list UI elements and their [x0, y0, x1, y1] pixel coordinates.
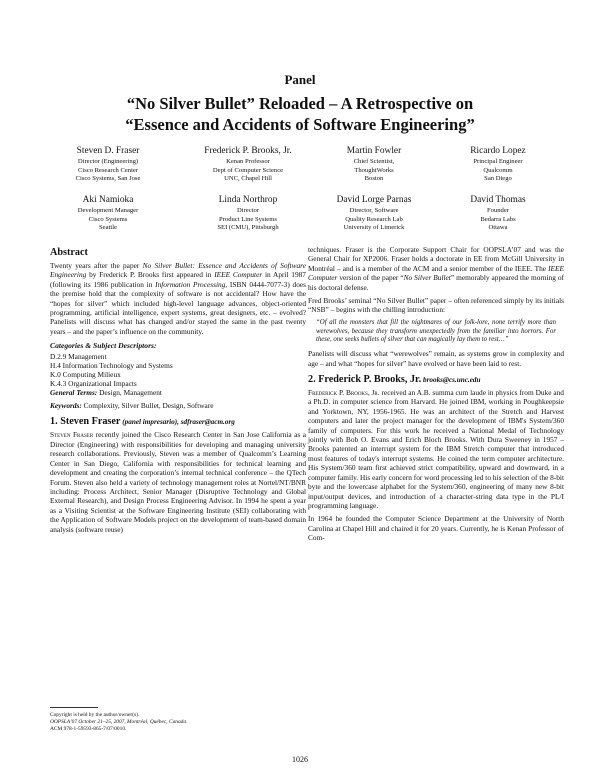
author-org: Cisco Research Center	[77, 166, 139, 174]
keywords-label: Keywords:	[50, 401, 82, 411]
abstract-paper-title: No Silver Bullet: Essence and Accidents of Software Engineering	[50, 261, 307, 280]
paragraph: In 1964 he founded the Computer Science Department at the University of North Carolina at Chapel Hill and chaired it for 20 years. Currently, he is Kenan Professor of Com-	[308, 514, 564, 543]
section-2-body	[308, 388, 564, 510]
author-role: Director	[237, 207, 259, 214]
section-2-email: brooks@cs.unc.edu	[421, 376, 481, 385]
author-role: Founder	[487, 207, 509, 214]
author-org: Dept of Computer Science	[212, 166, 284, 174]
author-role: Principal Engineer	[473, 158, 523, 165]
keywords	[50, 401, 306, 410]
author-role: Development Manager	[77, 207, 139, 214]
section-2-text: received an A.B. summa cum laude in physics from Duke and a Ph.D. in computer science from Harvard. He joined IBM, working in Poughkeepsie and Yorktown, NY, 1956-1965. He was an architect of the Stretch and Harvest computers and later the project manager for the development of IBM's System/360 family of computers. For this work he received a National Medal of Technology jointly with Bob O. Evans and Erich Bloch Brooks. With Dura Sweeney in 1957 – Brooks patented an interrupt system for the IBM Stretch computer that introduced most features of today's interrupt systems. He coined the term computer architecture. His System/360 team first achieved strict compatibility, upward and downward, in a computer family. His early concern for word processing led to his selection of the 8-bit byte and the lowercase alphabet for the System/360, engineering of many new 8-bit input/output devices, and introduction of a character-string data type in the PL/I programming language.	[308, 388, 564, 510]
author-org: Qualcomm	[483, 166, 513, 174]
title-line-2: “Essence and Accidents of Software Engineering”	[125, 115, 475, 134]
abstract-text: by Frederick P. Brooks first appeared in	[86, 270, 215, 280]
ccs-item: K.0 Computing Milieux	[50, 369, 121, 379]
author-name: David Thomas	[470, 195, 526, 205]
author-org: Bedarra Labs	[480, 215, 516, 223]
author-role: Kenan Professor	[226, 158, 270, 165]
copyright-notice	[50, 712, 300, 733]
author-location: Seattle	[99, 224, 117, 232]
author-name: Martin Fowler	[346, 146, 402, 156]
author-location: San Diego	[484, 175, 512, 183]
paragraph-text: ” memorably appeared the morning of his doctoral defense.	[308, 273, 564, 292]
general-terms	[50, 388, 306, 397]
author-org: Product Line Systems	[219, 215, 277, 223]
page-number: 1026	[292, 755, 308, 764]
keywords-value: Complexity, Silver Bullet, Design, Software	[81, 401, 214, 411]
block-quote: “Of all the monsters that fill the nightmares of our folk-lore, none terrify more than werewolves, because they transform unexpectedly from the familiar into horrors. For these, one seeks bullets of silver that can magically lay them to rest…”	[316, 318, 556, 344]
left-column	[50, 245, 306, 538]
author-block	[304, 146, 444, 184]
author-location: Cisco Systems, San Jose	[75, 175, 141, 183]
abstract-text: , ISBN 0444-7077-3) does the premise hold that the complexity of software is not accidental? How have the “hopes for silver” which included high-level language advances, object-oriented programming, artificial intelligence, expert systems, great designers, etc. – evolved? Panelists will discuss what has changed and/or stayed the same in the past twenty years – and the paper’s influence on the community.	[50, 279, 307, 336]
paragraph-text: techniques. Fraser is the Corporate Support Chair for OOPSLA’07 and was the General Chair for XP2006. Fraser holds a doctorate in EE from McGill University in Montréal – and is a member of the ACM and a senior member of the IEEE. The	[308, 245, 564, 273]
author-block	[428, 146, 568, 184]
author-block	[178, 146, 318, 184]
author-name: David Lorge Parnas	[336, 195, 412, 205]
journal-name: IEEE Computer	[308, 263, 564, 283]
right-column	[308, 245, 564, 547]
footnote-rule	[50, 707, 98, 708]
author-name: Ricardo Lopez	[470, 146, 526, 156]
section-1-annotation: (panel impresario), sdfraser@acm.org	[120, 418, 235, 427]
author-location: SEI (CMU), Pittsburgh	[217, 224, 279, 232]
section-1-lead: Steven Fraser	[50, 430, 94, 440]
ccs-heading: Categories & Subject Descriptors:	[50, 341, 157, 351]
author-location: Ottawa	[488, 224, 508, 232]
author-name: Linda Northrop	[218, 195, 278, 205]
author-name: Frederick P. Brooks, Jr.	[204, 146, 292, 156]
abstract-text: Twenty years after the paper	[50, 261, 143, 270]
general-terms-value: Design, Management	[97, 387, 162, 397]
author-block	[304, 195, 444, 233]
paragraph: Fred Brooks’ seminal “No Silver Bullet” paper – often referenced simply by its initials “NSB” – begins with the chilling introduction:	[308, 296, 564, 315]
section-1-title: 1. Steven Fraser	[50, 416, 121, 428]
section-1-body	[50, 430, 306, 533]
author-location: Boston	[364, 175, 384, 183]
copyright-isbn: ACM 978-1-59593-865-7/07/0010.	[50, 726, 127, 732]
author-org: Cisco Systems	[88, 215, 128, 223]
author-role: Chief Scientist,	[353, 158, 395, 165]
abstract-journal: IEEE Computer	[214, 270, 263, 280]
paragraph: Panelists will discuss what “werewolves” remain, as systems grow in complexity and age – and what “hopes for silver” have evolved or have been laid to rest.	[308, 349, 564, 368]
section-2-lead: Frederick P. Brooks, Jr.	[308, 388, 380, 398]
author-role: Director, Software	[349, 207, 399, 214]
copyright-line: Copyright is held by the author/owner(s).	[50, 712, 140, 718]
author-name: Aki Namioka	[82, 195, 134, 205]
ccs-item: H.4 Information Technology and Systems	[50, 360, 173, 370]
section-2-heading	[308, 374, 564, 386]
general-terms-label: General Terms:	[50, 387, 98, 397]
panel-label: Panel	[284, 72, 316, 87]
section-1-heading	[50, 416, 306, 428]
author-block	[178, 195, 318, 233]
paragraph	[308, 245, 564, 292]
paper-title	[30, 93, 570, 135]
section-1-text: recently joined the Cisco Research Center in San Jose California as a Director (Engineering) with responsibilities for developing and managing university research collaborations. Previously, Steven was a member of Qualcomm’s Learning Center in San Diego, California with responsibilities for technical learning and development and creating the corporation’s internal technical conference – the QTech Forum. Steven also held a variety of technology management roles at Nortel/NT/BNR including: Process Architect, Senior Manager (Disruptive Technology and Global External Research), and Design Process Engineering Advisor. In 1994 he spent a year as a Visiting Scientist at the Software Engineering Institute (SEI) collaborating with the Application of Software Models project on the development of team-based domain analysis (software reuse)	[50, 430, 306, 534]
abstract-heading: Abstract	[50, 247, 88, 258]
paper-name: No Silver Bullet	[403, 273, 451, 283]
ccs-item: K.4.3 Organizational Impacts	[50, 378, 137, 388]
abstract-text: in April 1987 (following its 1986 publication in	[50, 270, 306, 289]
abstract-publication: Information Processing	[155, 279, 226, 289]
section-2-title: 2. Frederick P. Brooks, Jr.	[308, 374, 422, 386]
author-location: UNC, Chapel Hill	[224, 175, 272, 183]
author-location: University of Limerick	[343, 224, 405, 232]
author-org: ThoughtWorks	[354, 166, 394, 174]
author-block	[38, 146, 178, 184]
abstract-paragraph	[50, 261, 306, 336]
author-role: Director (Engineering)	[77, 158, 139, 165]
title-line-1: “No Silver Bullet” Reloaded – A Retrospective on	[126, 94, 474, 113]
copyright-conference: OOPSLA’07 October 21–25, 2007, Montréal, Québec, Canada.	[50, 719, 188, 725]
author-block	[38, 195, 178, 233]
ccs-item: D.2.9 Management	[50, 351, 107, 361]
author-org: Quality Research Lab	[345, 215, 403, 223]
author-name: Steven D. Fraser	[76, 146, 140, 156]
paragraph-text: version of the paper “	[337, 273, 404, 283]
author-block	[428, 195, 568, 233]
